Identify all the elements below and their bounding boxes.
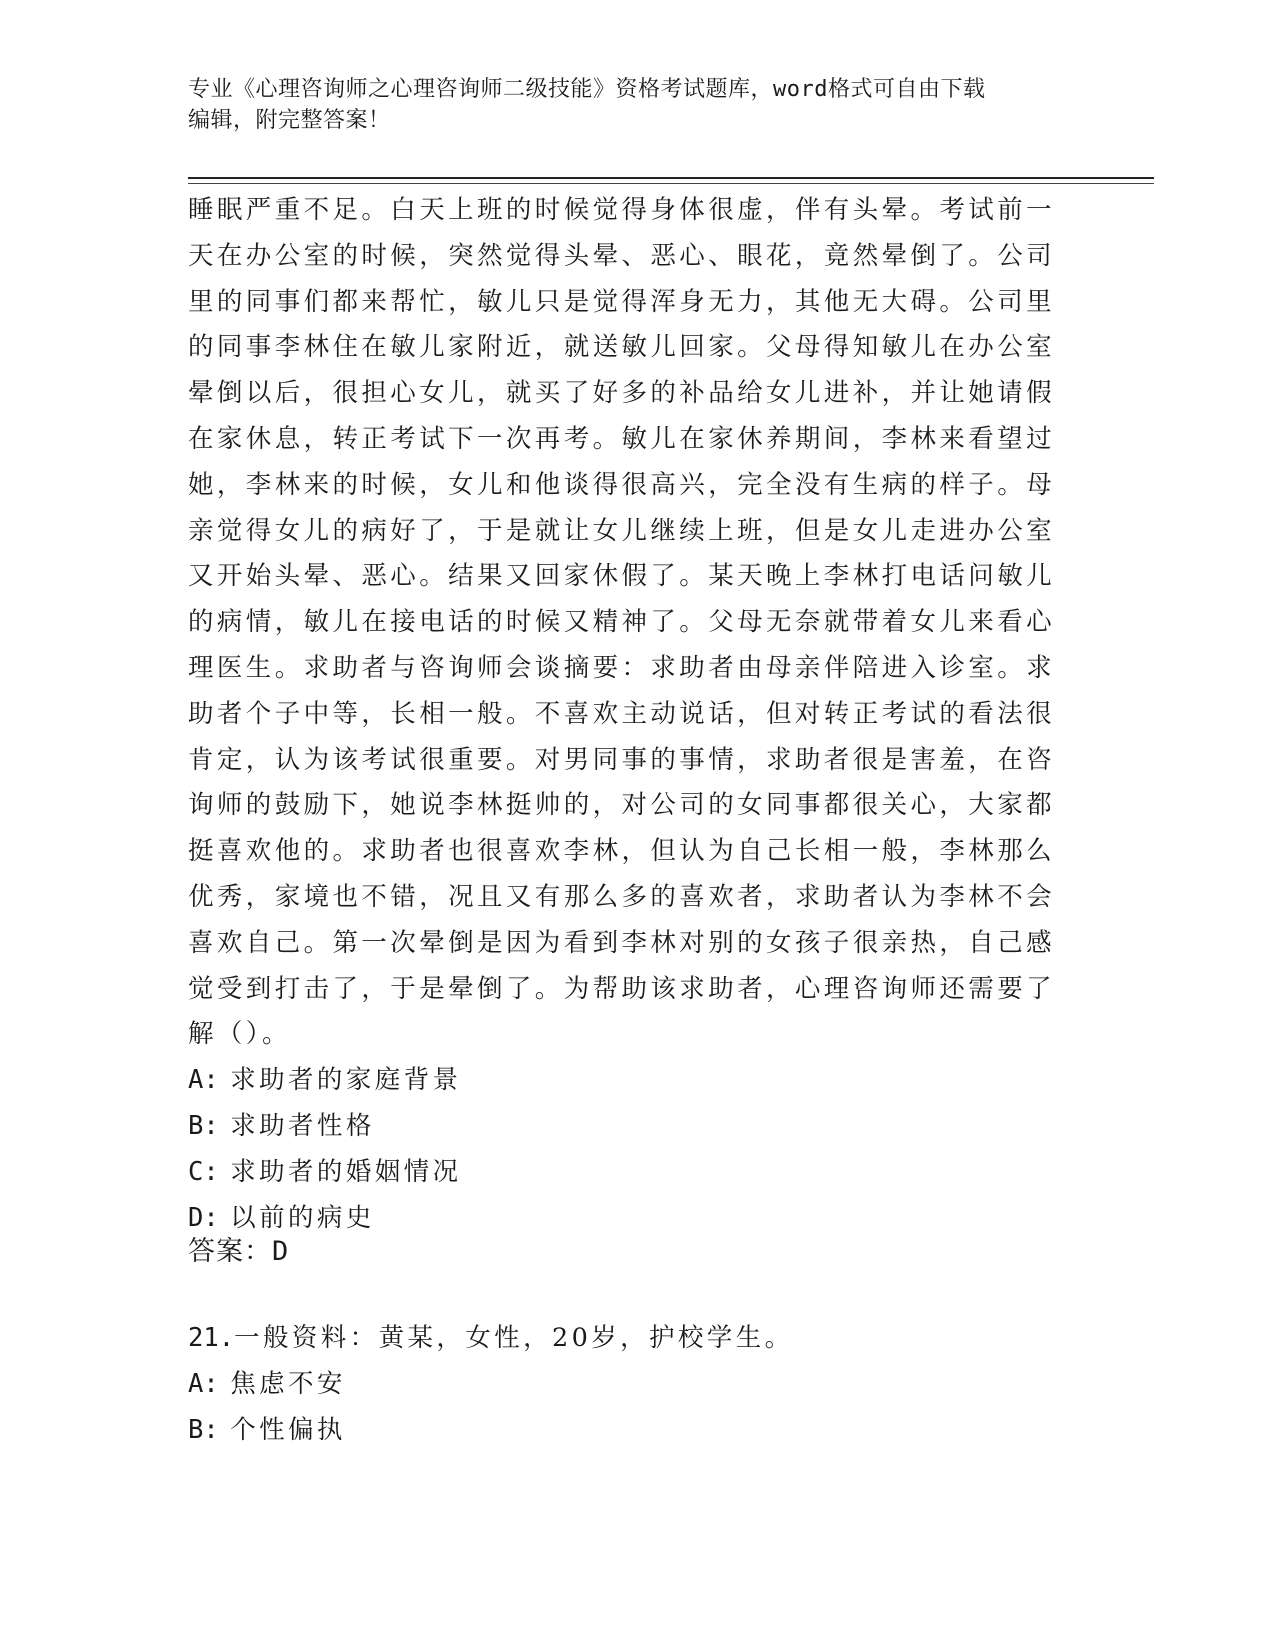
question-text-line: 询师的鼓励下，她说李林挺帅的，对公司的女同事都很关心，大家都	[188, 790, 1056, 821]
header-divider-thin	[188, 183, 1154, 184]
question-text-line: 晕倒以后，很担心女儿，就买了好多的补品给女儿进补，并让她请假	[188, 378, 1056, 409]
question-stem: 一般资料：黄某，女性，20岁，护校学生。	[234, 1323, 794, 1353]
question-text-line: 她，李林来的时候，女儿和他谈得很高兴，完全没有生病的样子。母	[188, 469, 1056, 500]
question-text-line: 理医生。求助者与咨询师会谈摘要：求助者由母亲伴陪进入诊室。求	[188, 652, 1056, 683]
option-text: 以前的病史	[230, 1202, 375, 1233]
option-b	[188, 1104, 1068, 1150]
option-text: 求助者的婚姻情况	[230, 1156, 462, 1187]
option-c	[188, 1150, 1068, 1196]
option-text: 焦虑不安	[230, 1368, 346, 1399]
question-text-line: 睡眠严重不足。白天上班的时候觉得身体很虚，伴有头晕。考试前一	[188, 195, 1056, 225]
question-text-line: 天在办公室的时候，突然觉得头晕、恶心、眼花，竟然晕倒了。公司	[188, 240, 1056, 271]
question-text-line: 的同事李林住在敏儿家附近，就送敏儿回家。父母得知敏儿在办公室	[188, 332, 1056, 363]
question-text-line: 肯定，认为该考试很重要。对男同事的事情，求助者很是害羞，在咨	[188, 744, 1056, 775]
answer-line	[188, 1232, 289, 1272]
question-block	[188, 188, 1068, 1241]
question-text-line: 觉受到打击了，于是晕倒了。为帮助该求助者，心理咨询师还需要了	[188, 973, 1056, 1004]
option-label: A:	[188, 1368, 219, 1399]
question-text-line: 亲觉得女儿的病好了，于是就让女儿继续上班，但是女儿走进办公室	[188, 515, 1056, 546]
question-text-line: 解（）。	[188, 1019, 291, 1050]
option-label: A:	[188, 1065, 219, 1096]
header-line-1: 专业《心理咨询师之心理咨询师二级技能》资格考试题库，word格式可自由下载	[188, 77, 986, 102]
header-line-2: 编辑，附完整答案！	[188, 108, 391, 133]
question-text-line: 里的同事们都来帮忙，敏儿只是觉得浑身无力，其他无大碍。公司里	[188, 286, 1056, 317]
header-divider-thick	[188, 177, 1154, 179]
question-text-line: 挺喜欢他的。求助者也很喜欢李林，但认为自己长相一般，李林那么	[188, 836, 1056, 867]
option-text: 求助者的家庭背景	[230, 1065, 462, 1096]
answer-label: 答案：	[188, 1236, 272, 1267]
option-a	[188, 1058, 1068, 1104]
question-number: 21.	[188, 1323, 235, 1353]
question-text-line: 助者个子中等，长相一般。不喜欢主动说话，但对转正考试的看法很	[188, 698, 1056, 729]
question-21-stem	[188, 1316, 1068, 1362]
option-a	[188, 1362, 1068, 1408]
question-text-line: 喜欢自己。第一次晕倒是因为看到李林对别的女孩子很亲热，自己感	[188, 927, 1056, 958]
option-d	[188, 1196, 1068, 1242]
option-label: C:	[188, 1156, 219, 1187]
option-label: D:	[188, 1202, 219, 1233]
option-label: B:	[188, 1110, 219, 1141]
question-text-line: 在家休息，转正考试下一次再考。敏儿在家休养期间，李林来看望过	[188, 423, 1056, 454]
answer-value: D	[272, 1236, 290, 1267]
option-text: 个性偏执	[230, 1414, 346, 1445]
question-text-line: 又开始头晕、恶心。结果又回家休假了。某天晚上李林打电话问敏儿	[188, 561, 1056, 592]
question-text-line: 优秀，家境也不错，况且又有那么多的喜欢者，求助者认为李林不会	[188, 881, 1056, 912]
option-text: 求助者性格	[230, 1110, 375, 1141]
question-21-block	[188, 1316, 1068, 1453]
option-b	[188, 1408, 1068, 1454]
question-text-line: 的病情，敏儿在接电话的时候又精神了。父母无奈就带着女儿来看心	[188, 607, 1056, 638]
document-header	[188, 74, 1088, 136]
option-label: B:	[188, 1414, 219, 1445]
